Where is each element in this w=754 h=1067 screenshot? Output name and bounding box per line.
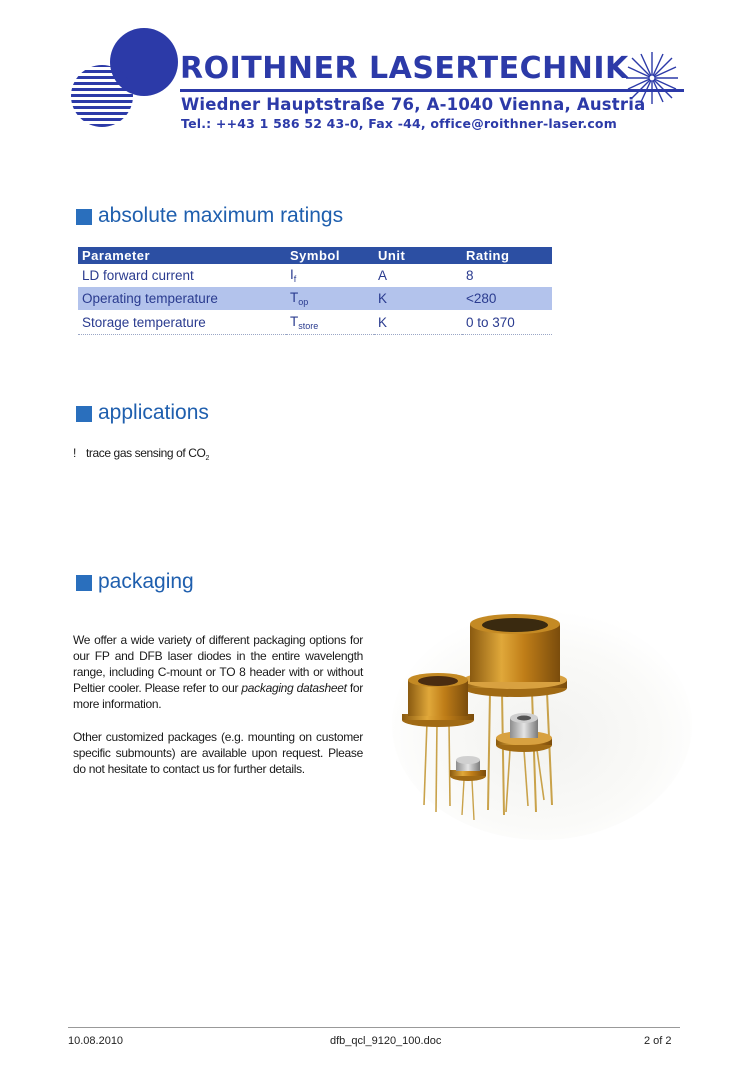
unit-cell: K	[374, 310, 462, 335]
symbol-cell: $I_f$	[290, 267, 297, 284]
footer-date: 10.08.2010	[68, 1035, 124, 1047]
footer-filename: dfb_qcl_9120_100.doc	[330, 1035, 442, 1047]
table-row	[78, 310, 552, 335]
rating-cell: <280	[462, 287, 552, 310]
parameter-cell: Operating temperature	[78, 287, 286, 310]
ratings-heading: absolute maximum ratings	[76, 204, 343, 228]
table-header-row	[78, 247, 552, 264]
laser-packages-photo	[392, 600, 692, 840]
column-header: Symbol	[286, 247, 374, 264]
packaging-paragraph-2: Other customized packages (e.g. mounting on customer specific submounts) are available upon request. Please do not hesitate to contact us for further details.	[73, 730, 363, 776]
section-square-icon	[76, 209, 92, 225]
bullet-icon: !	[73, 446, 76, 460]
symbol-cell: $T_{op}$	[286, 287, 374, 310]
rating-cell: 8	[466, 268, 474, 283]
column-header: Rating	[462, 247, 552, 264]
section-square-icon	[76, 575, 92, 591]
unit-cell: K	[374, 287, 462, 310]
packaging-heading: packaging	[76, 570, 194, 594]
section-square-icon	[76, 406, 92, 422]
column-header: Unit	[374, 247, 462, 264]
table-row	[78, 287, 552, 310]
parameter-cell: LD forward current	[82, 268, 194, 283]
packaging-paragraph-1: We offer a wide variety of different packaging options for our FP and DFB laser diodes in the entire wavelength range, including C-mount or TO 8 header with or without Peltier cooler. Please refer to our packaging datasheet for more information.	[73, 633, 363, 711]
header-divider	[180, 89, 684, 92]
parameter-cell: Storage temperature	[78, 310, 286, 335]
symbol-cell: $T_{store}$	[286, 310, 374, 335]
unit-cell: A	[378, 268, 388, 283]
applications-heading: applications	[76, 401, 209, 425]
company-name: ROITHNER LASERTECHNIK	[180, 51, 629, 86]
rating-cell: 0 to 370	[462, 310, 552, 335]
footer-page-number: 2 of 2	[644, 1035, 672, 1047]
table-row	[78, 264, 552, 287]
list-item: ! trace gas sensing of $CO_2$	[73, 446, 209, 462]
footer-divider	[68, 1027, 680, 1028]
company-logo-icon	[68, 26, 188, 134]
company-address: Wiedner Hauptstraße 76, A-1040 Vienna, Austria	[181, 95, 646, 114]
company-contact: Tel.: ++43 1 586 52 43-0, Fax -44, office@roithner-laser.com	[181, 116, 617, 131]
column-header: Parameter	[78, 247, 286, 264]
ratings-table	[78, 247, 552, 335]
